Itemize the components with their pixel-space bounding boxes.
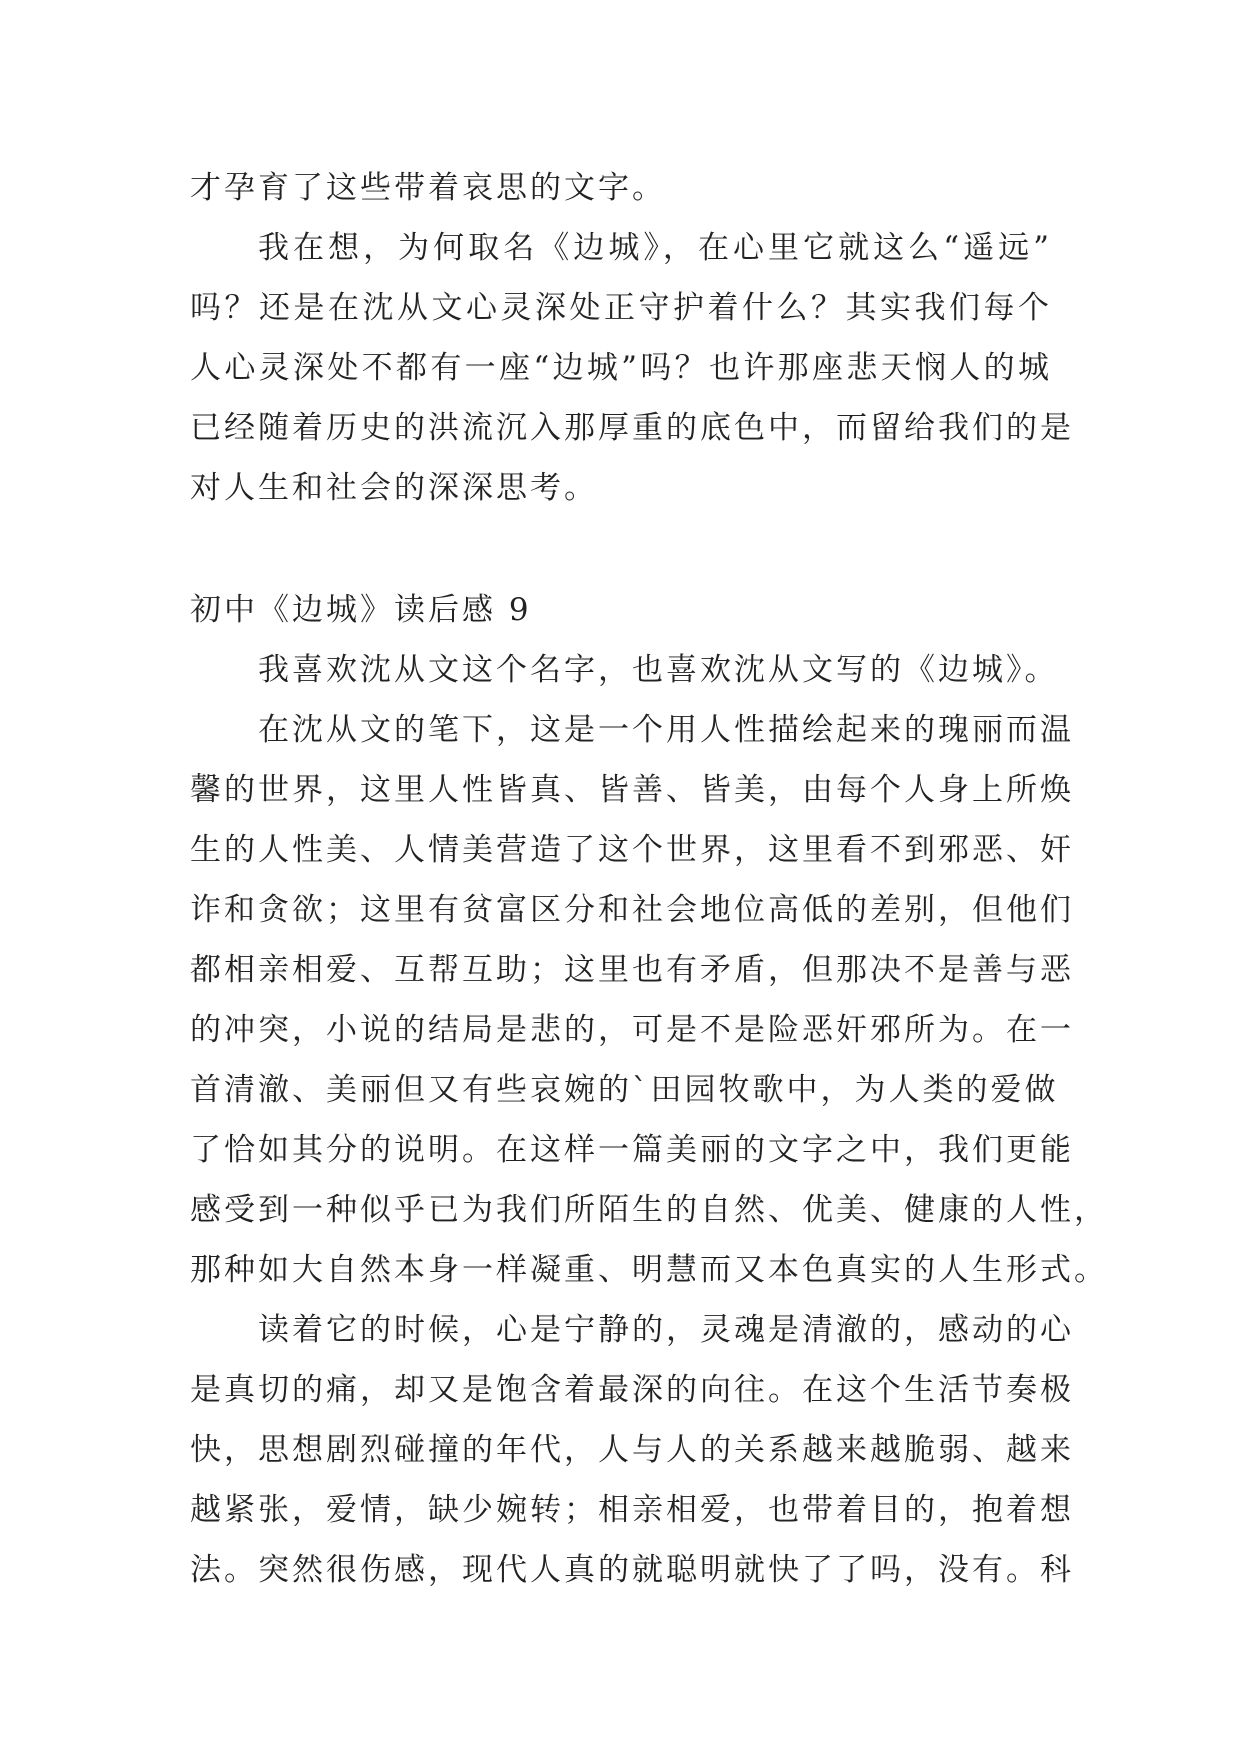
text-line: 才孕育了这些带着哀思的文字。 [190,170,666,206]
text-line: 感受到一种似乎已为我们所陌生的自然、优美、健康的人性， [190,1192,1108,1228]
document-page [190,158,1108,1600]
paragraph [190,218,1074,518]
paragraph [190,700,1108,1300]
paragraph-continuation [190,158,1052,218]
text-line: 在沈从文的笔下，这是一个用人性描绘起来的瑰丽而温 [258,712,1074,748]
text-line: 已经随着历史的洪流沉入那厚重的底色中，而留给我们的是 [190,410,1074,446]
text-line: 快，思想剧烈碰撞的年代，人与人的关系越来越脆弱、越来 [190,1432,1074,1468]
text-line: 馨的世界，这里人性皆真、皆善、皆美，由每个人身上所焕 [190,772,1074,808]
paragraph [190,1300,1074,1600]
text-line: 读着它的时候，心是宁静的，灵魂是清澈的，感动的心 [258,1312,1074,1348]
text-line: 都相亲相爱、互帮互助；这里也有矛盾，但那决不是善与恶 [190,952,1074,988]
text-line: 的冲突，小说的结局是悲的，可是不是险恶奸邪所为。在一 [190,1012,1074,1048]
text-line: 越紧张，爱情，缺少婉转；相亲相爱，也带着目的，抱着想 [190,1492,1074,1528]
text-line: 我在想，为何取名《边城》，在心里它就这么“遥远” [258,230,1052,266]
text-line: 法。突然很伤感，现代人真的就聪明就快了了吗，没有。科 [190,1552,1074,1588]
text-line: 对人生和社会的深深思考。 [190,470,598,506]
section-title: 初中《边城》读后感 9 [190,592,532,628]
text-line: 那种如大自然本身一样凝重、明慧而又本色真实的人生形式。 [190,1252,1108,1288]
text-line: 吗？还是在沈从文心灵深处正守护着什么？其实我们每个 [190,290,1052,326]
text-line: 首清澈、美丽但又有些哀婉的`田园牧歌中，为人类的爱做 [190,1072,1059,1108]
paragraph [190,640,1059,700]
text-line: 生的人性美、人情美营造了这个世界，这里看不到邪恶、奸 [190,832,1074,868]
section-gap [190,518,1052,578]
text-line: 诈和贪欲；这里有贫富区分和社会地位高低的差别，但他们 [190,892,1074,928]
text-line: 了恰如其分的说明。在这样一篇美丽的文字之中，我们更能 [190,1132,1074,1168]
text-line: 人心灵深处不都有一座“边城”吗？也许那座悲天悯人的城 [190,350,1052,386]
text-line: 我喜欢沈从文这个名字，也喜欢沈从文写的《边城》。 [258,652,1059,688]
text-line: 是真切的痛，却又是饱含着最深的向往。在这个生活节奏极 [190,1372,1074,1408]
